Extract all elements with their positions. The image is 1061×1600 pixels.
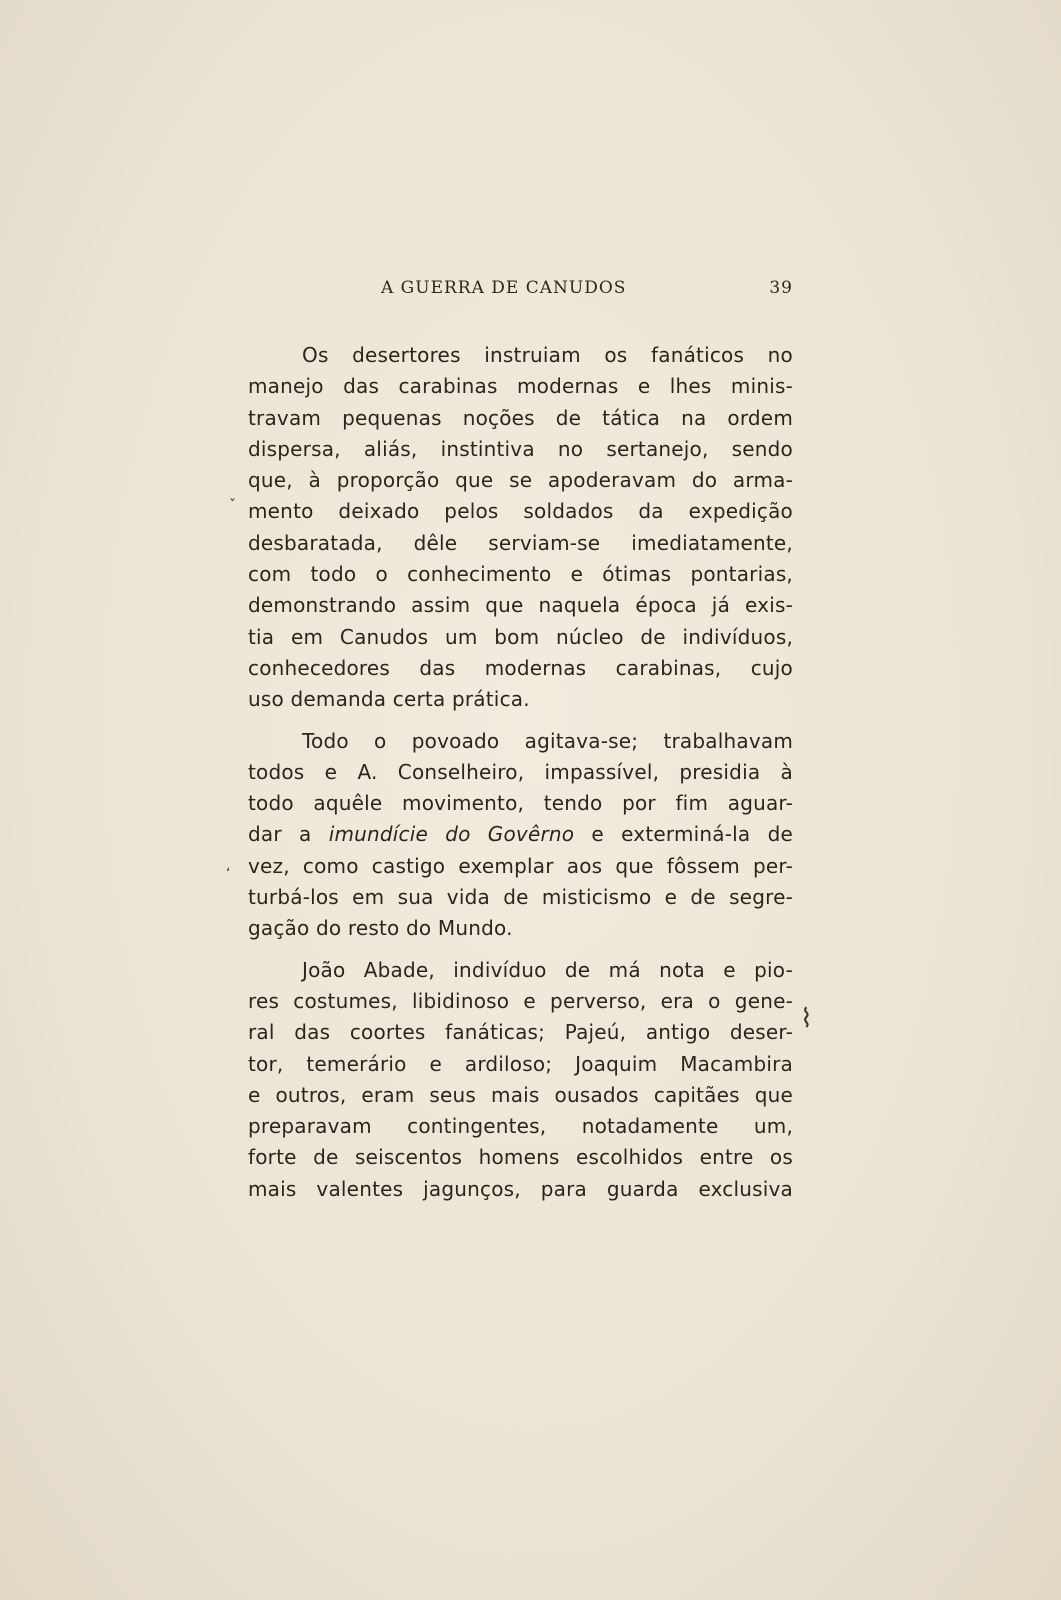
text-line: que, à proporção que se apoderavam do arma- (248, 468, 793, 493)
text-line: conhecedores das modernas carabinas, cujo (248, 655, 793, 680)
margin-mark: ʻ (226, 866, 231, 882)
text-line: forte de seiscentos homens escolhidos entre os (248, 1145, 793, 1170)
text-line: tor, temerário e ardiloso; Joaquim Macambira (248, 1051, 793, 1076)
line-text-after: e exterminá-la de (574, 822, 793, 847)
text-line: com todo o conhecimento e ótimas pontarias, (248, 562, 793, 587)
text-line: uso demanda certa prática. (248, 687, 530, 712)
running-head (248, 278, 793, 304)
text-line: turbá-los em sua vida de misticismo e de segre- (248, 885, 793, 910)
paragraph-1 (248, 340, 793, 716)
line-text-before: dar a (248, 822, 329, 847)
paragraph-2 (248, 726, 793, 945)
text-line: Os desertores instruiam os fanáticos no (302, 343, 793, 367)
text-line: dispersa, aliás, instintiva no sertanejo, sendo (248, 436, 793, 461)
text-line: tia em Canudos um bom núcleo de indivíduos, (248, 624, 793, 649)
text-line: todo aquêle movimento, tendo por fim aguar- (248, 791, 793, 816)
text-line: todos e A. Conselheiro, impassível, presidia à (248, 759, 793, 784)
italic-phrase: imundície do Govêrno (328, 822, 575, 847)
text-line: desbaratada, dêle serviam-se imediatamente, (248, 530, 793, 555)
text-line: vez, como castigo exemplar aos que fôssem per- (248, 853, 793, 878)
text-line: ral das coortes fanáticas; Pajeú, antigo deser- (248, 1020, 793, 1045)
margin-mark-bracket: ⌇ (800, 1004, 813, 1034)
body-text (248, 340, 793, 1205)
paragraph-3 (248, 955, 793, 1205)
text-line: manejo das carabinas modernas e lhes minis- (248, 374, 793, 399)
text-line: mais valentes jagunços, para guarda exclusiva (248, 1176, 793, 1201)
running-title: A GUERRA DE CANUDOS (381, 278, 627, 298)
text-line: res costumes, libidinoso e perverso, era o gene- (248, 988, 793, 1013)
text-line: Todo o povoado agitava-se; trabalhavam (302, 728, 793, 753)
text-line: e outros, eram seus mais ousados capitães que (248, 1082, 793, 1107)
text-line: mento deixado pelos soldados da expedição (248, 499, 793, 524)
text-line: travam pequenas noções de tática na ordem (248, 405, 793, 430)
text-line: preparavam contingentes, notadamente um, (248, 1114, 793, 1139)
page-number: 39 (769, 278, 793, 298)
text-line: João Abade, indivíduo de má nota e pio- (302, 957, 793, 982)
text-line: demonstrando assim que naquela época já exis- (248, 593, 793, 618)
text-line-with-italic (248, 819, 793, 850)
text-line: gação do resto do Mundo. (248, 916, 513, 941)
margin-mark: ˇ (229, 498, 236, 514)
